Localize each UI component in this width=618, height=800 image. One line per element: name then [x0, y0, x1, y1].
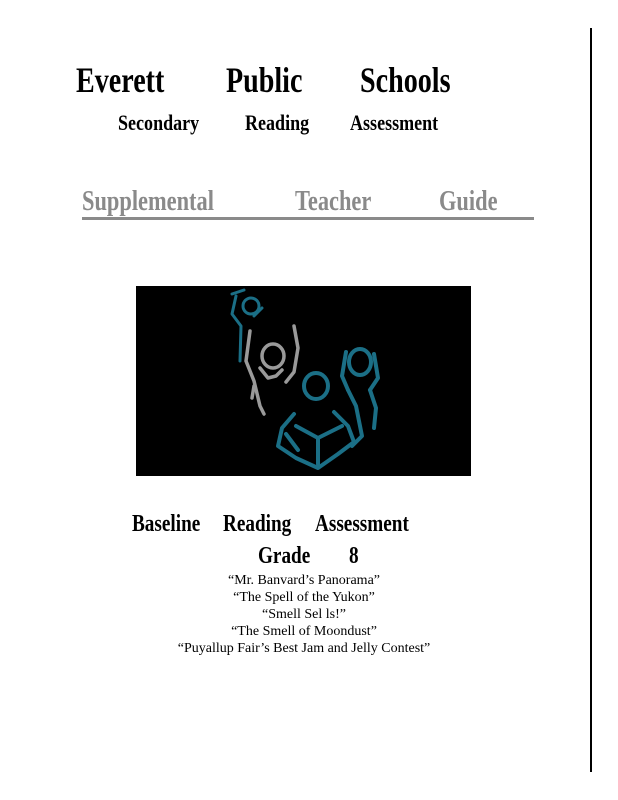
subtitle-word-secondary: Secondary	[118, 110, 200, 135]
title-word-public: Public	[225, 60, 303, 100]
subtitle-word-assessment: Assessment	[350, 110, 439, 135]
title-word-everett: Everett	[76, 60, 165, 100]
assessment-word-reading: Reading	[223, 511, 292, 537]
grade-line	[258, 542, 378, 570]
readers-logo-icon	[136, 286, 471, 476]
assessment-word-assessment: Assessment	[314, 511, 409, 537]
guide-underline	[82, 217, 534, 220]
guide-word-guide: Guide	[438, 186, 498, 217]
page-right-border	[590, 28, 592, 772]
document-title	[76, 60, 476, 104]
guide-heading	[82, 186, 512, 218]
guide-word-teacher: Teacher	[295, 186, 372, 217]
story-title: “The Spell of the Yukon”	[233, 590, 375, 605]
guide-word-supplemental: Supplemental	[82, 186, 214, 217]
story-list	[0, 572, 618, 657]
title-word-schools: Schools	[359, 60, 451, 100]
story-title: “Smell Sel ls!”	[262, 607, 346, 622]
assessment-word-baseline: Baseline	[132, 511, 201, 537]
story-title: “The Smell of Moondust”	[231, 624, 377, 639]
grade-label: Grade	[258, 543, 311, 569]
document-subtitle	[118, 110, 458, 138]
subtitle-word-reading: Reading	[244, 110, 309, 135]
story-title: “Mr. Banvard’s Panorama”	[227, 573, 380, 588]
assessment-heading	[132, 510, 432, 538]
story-title: “Puyallup Fair’s Best Jam and Jelly Contest”	[177, 641, 431, 656]
grade-value: 8	[349, 543, 359, 569]
